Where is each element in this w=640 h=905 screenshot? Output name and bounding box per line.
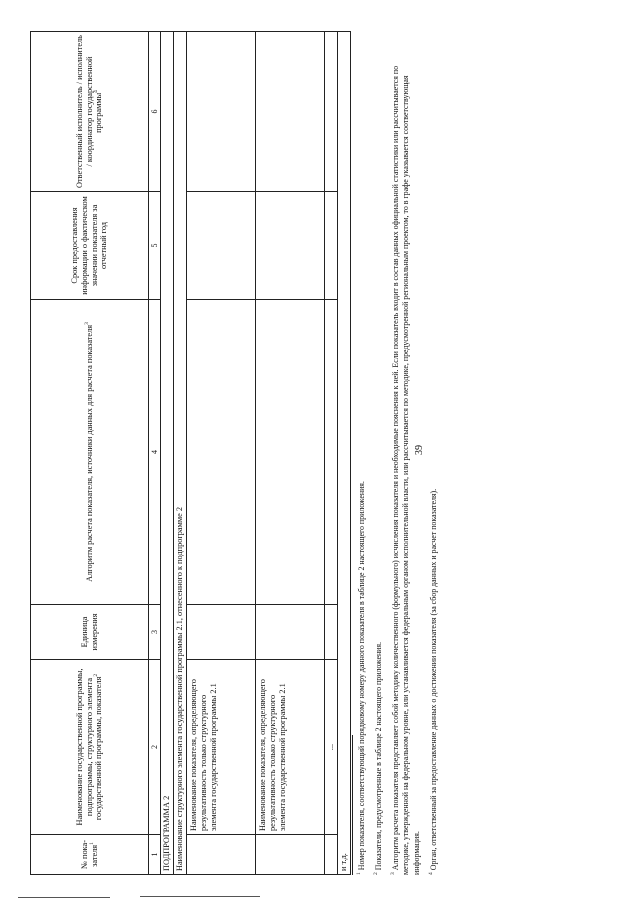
cell-empty [187, 835, 256, 875]
footnotes [357, 55, 446, 875]
cell-empty [325, 32, 338, 192]
header-unit: Единица измерения [31, 605, 149, 660]
indicators-table [30, 31, 351, 875]
column-number: 1 [149, 835, 161, 875]
header-indicator-number: № пока-зателя$^1$ [31, 835, 149, 875]
cell-empty [256, 32, 325, 192]
cell-empty [256, 835, 325, 875]
footnote-text: Орган, ответственный за предоставление данных о достижении показателя (за сбор данных и расчет показателя). [428, 488, 438, 871]
footnote-mark: 1 [356, 872, 363, 875]
column-number: 4 [149, 300, 161, 605]
structural-element-row [174, 32, 187, 875]
footnote-mark: 2 [373, 872, 380, 875]
footnote-item [429, 55, 440, 875]
cell-empty [325, 605, 338, 660]
header-algorithm: Алгоритм расчета показателя, источники данных для расчета показателя$^3$ [31, 300, 149, 605]
etc-label: и т.д. [338, 32, 351, 875]
footnote-text: Алгоритм расчета показателя представляет собой методику количественного (формульного) исчисления показателя и необходимые пояснения к ней. Если показатель входит в состав данных официальной статистики или рассчитывается по методике, утвержденной на федеральном уровне, или устанавливается федеральным органом исполнительной власти, или рассчитывается по методике, предусмотренной региональным проектом, то в графе указывается соответствующая информация. [390, 65, 421, 875]
header-responsible: Ответственный исполнитель / исполнитель / координатор государственной программы$^4$ [31, 32, 149, 192]
cell-empty [187, 300, 256, 605]
column-number-row [149, 32, 161, 875]
scan-edge-marks [0, 893, 640, 905]
footnote-mark: 3 [389, 872, 396, 875]
scan-edge-line [18, 897, 110, 898]
subprogram-title: ПОДПРОГРАММА 2 [161, 32, 174, 875]
column-number: 3 [149, 605, 161, 660]
header-deadline: Срок предоставления информации о фактическом значении показателя за отчетный год [31, 192, 149, 300]
cell-empty [256, 300, 325, 605]
landscape-content [30, 32, 610, 875]
structural-element-title: Наименование структурного элемента государственной программы 2.1, отнесенного к подпрограмме 2 [174, 32, 187, 875]
footnote-text: Номер показателя, соответствующий порядковому номеру данного показателя в таблице 2 настоящего приложения. [357, 481, 366, 871]
page-number: 39 [414, 445, 425, 455]
table-row [256, 32, 325, 875]
footnote-separator [352, 735, 353, 875]
table-row [187, 32, 256, 875]
cell-empty [256, 192, 325, 300]
column-number: 6 [149, 32, 161, 192]
subprogram-row [161, 32, 174, 875]
continuation-dots: ... [325, 660, 338, 835]
indicator-name: Наименование показателя, определяющего результативность только структурного элемента государственной программы 2.1 [256, 660, 325, 835]
footnote-item [374, 55, 385, 875]
footnote-mark: 4 [428, 872, 435, 875]
column-number: 2 [149, 660, 161, 835]
cell-empty [325, 192, 338, 300]
indicator-name: Наименование показателя, определяющего результативность только структурного элемента государственной программы 2.1 [187, 660, 256, 835]
table-header-row [31, 32, 149, 875]
cell-empty [187, 192, 256, 300]
cell-empty [256, 605, 325, 660]
cell-empty [325, 835, 338, 875]
footnote-text: Показатели, предусмотренные в таблице 2 настоящего приложения. [373, 641, 383, 871]
cell-empty [187, 32, 256, 192]
etc-row [338, 32, 351, 875]
scan-edge-line [140, 896, 260, 897]
cell-empty [187, 605, 256, 660]
footnote-item [357, 55, 368, 875]
footnote-item [391, 55, 423, 875]
column-number: 5 [149, 192, 161, 300]
continuation-row [325, 32, 338, 875]
cell-empty [325, 300, 338, 605]
header-indicator-name: Наименование государственной программы, подпрограммы, структурного элемента государственной программы, показателя$^2$ [31, 660, 149, 835]
